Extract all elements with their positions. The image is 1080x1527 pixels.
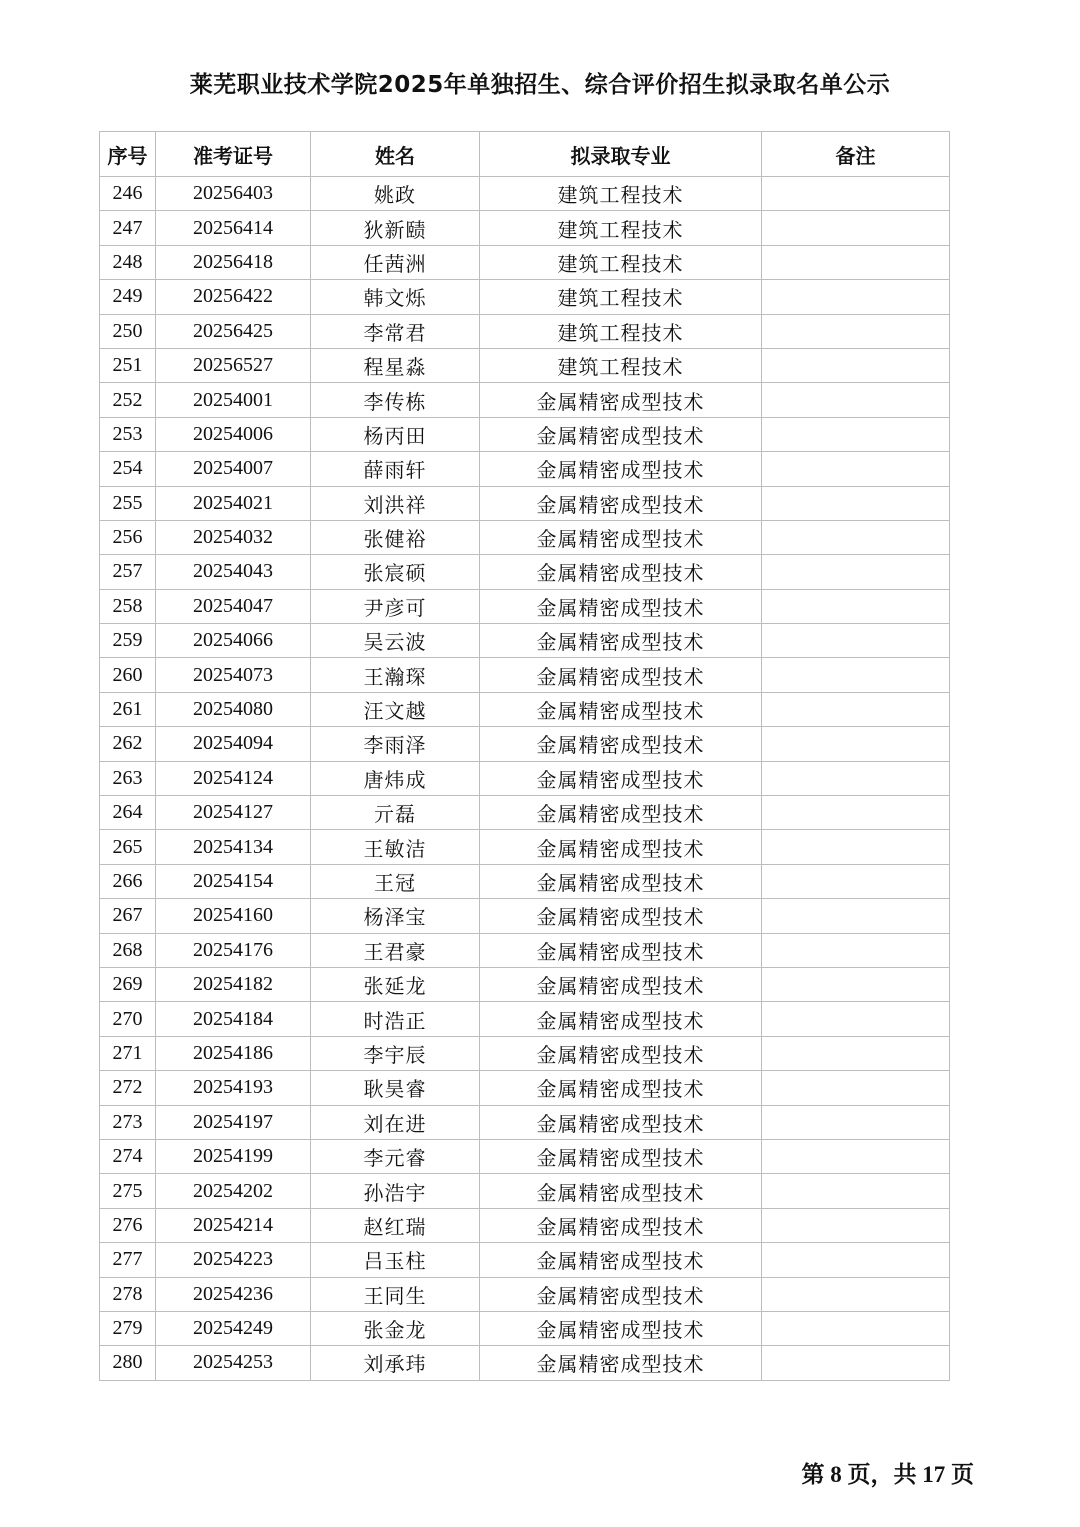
cell-seq: 268 <box>100 933 156 967</box>
cell-seq: 246 <box>100 177 156 211</box>
cell-exam-id: 20254021 <box>156 486 311 520</box>
table-row <box>100 1277 950 1311</box>
cell-seq: 278 <box>100 1277 156 1311</box>
cell-seq: 279 <box>100 1311 156 1345</box>
cell-name: 尹彦可 <box>311 589 480 623</box>
table-row <box>100 177 950 211</box>
cell-name: 赵红瑞 <box>311 1208 480 1242</box>
table-row <box>100 796 950 830</box>
table-row <box>100 1346 950 1380</box>
cell-seq: 261 <box>100 692 156 726</box>
cell-major: 建筑工程技术 <box>480 245 762 279</box>
cell-name: 王君豪 <box>311 933 480 967</box>
table-row <box>100 520 950 554</box>
table-row <box>100 1174 950 1208</box>
cell-remark <box>762 1105 950 1139</box>
cell-remark <box>762 555 950 589</box>
cell-seq: 256 <box>100 520 156 554</box>
cell-exam-id: 20254154 <box>156 864 311 898</box>
cell-name: 汪文越 <box>311 692 480 726</box>
cell-seq: 275 <box>100 1174 156 1208</box>
cell-seq: 252 <box>100 383 156 417</box>
cell-exam-id: 20254006 <box>156 417 311 451</box>
cell-remark <box>762 486 950 520</box>
cell-major: 金属精密成型技术 <box>480 658 762 692</box>
cell-seq: 276 <box>100 1208 156 1242</box>
cell-seq: 258 <box>100 589 156 623</box>
cell-name: 任茜洲 <box>311 245 480 279</box>
table-header-row <box>100 132 950 177</box>
cell-major: 金属精密成型技术 <box>480 520 762 554</box>
table-row <box>100 1311 950 1345</box>
cell-remark <box>762 1139 950 1173</box>
cell-major: 金属精密成型技术 <box>480 1036 762 1070</box>
cell-name: 刘洪祥 <box>311 486 480 520</box>
cell-remark <box>762 1311 950 1345</box>
cell-exam-id: 20254001 <box>156 383 311 417</box>
table-row <box>100 245 950 279</box>
cell-name: 张金龙 <box>311 1311 480 1345</box>
cell-seq: 266 <box>100 864 156 898</box>
cell-name: 耿昊睿 <box>311 1071 480 1105</box>
cell-name: 姚政 <box>311 177 480 211</box>
cell-major: 金属精密成型技术 <box>480 1346 762 1380</box>
cell-name: 唐炜成 <box>311 761 480 795</box>
cell-remark <box>762 589 950 623</box>
header-remark: 备注 <box>762 132 950 177</box>
cell-seq: 262 <box>100 727 156 761</box>
cell-exam-id: 20254176 <box>156 933 311 967</box>
cell-seq: 248 <box>100 245 156 279</box>
cell-remark <box>762 280 950 314</box>
cell-name: 杨丙田 <box>311 417 480 451</box>
cell-name: 张宸硕 <box>311 555 480 589</box>
cell-name: 时浩正 <box>311 1002 480 1036</box>
cell-exam-id: 20254080 <box>156 692 311 726</box>
cell-name: 杨泽宝 <box>311 899 480 933</box>
cell-major: 建筑工程技术 <box>480 177 762 211</box>
cell-name: 王同生 <box>311 1277 480 1311</box>
cell-exam-id: 20256418 <box>156 245 311 279</box>
cell-major: 建筑工程技术 <box>480 314 762 348</box>
cell-seq: 251 <box>100 348 156 382</box>
cell-seq: 254 <box>100 452 156 486</box>
cell-seq: 250 <box>100 314 156 348</box>
cell-name: 张延龙 <box>311 967 480 1001</box>
cell-seq: 277 <box>100 1243 156 1277</box>
cell-exam-id: 20256403 <box>156 177 311 211</box>
cell-seq: 260 <box>100 658 156 692</box>
cell-seq: 272 <box>100 1071 156 1105</box>
cell-major: 金属精密成型技术 <box>480 1002 762 1036</box>
cell-major: 金属精密成型技术 <box>480 1277 762 1311</box>
cell-seq: 255 <box>100 486 156 520</box>
table-row <box>100 830 950 864</box>
cell-exam-id: 20254124 <box>156 761 311 795</box>
cell-seq: 271 <box>100 1036 156 1070</box>
cell-exam-id: 20254182 <box>156 967 311 1001</box>
cell-major: 建筑工程技术 <box>480 348 762 382</box>
cell-remark <box>762 967 950 1001</box>
table-row <box>100 899 950 933</box>
table-row <box>100 727 950 761</box>
table-row <box>100 1002 950 1036</box>
cell-name: 程星淼 <box>311 348 480 382</box>
table-row <box>100 383 950 417</box>
cell-major: 金属精密成型技术 <box>480 1139 762 1173</box>
cell-major: 金属精密成型技术 <box>480 417 762 451</box>
cell-name: 李宇辰 <box>311 1036 480 1070</box>
cell-remark <box>762 1071 950 1105</box>
cell-major: 金属精密成型技术 <box>480 1208 762 1242</box>
cell-major: 金属精密成型技术 <box>480 1311 762 1345</box>
cell-remark <box>762 1036 950 1070</box>
cell-seq: 253 <box>100 417 156 451</box>
cell-remark <box>762 830 950 864</box>
cell-name: 王冠 <box>311 864 480 898</box>
cell-remark <box>762 658 950 692</box>
page-number: 第 8 页，共 17 页 <box>801 1462 974 1487</box>
header-seq: 序号 <box>100 132 156 177</box>
table-row <box>100 864 950 898</box>
cell-major: 金属精密成型技术 <box>480 864 762 898</box>
cell-major: 金属精密成型技术 <box>480 1243 762 1277</box>
cell-major: 金属精密成型技术 <box>480 692 762 726</box>
cell-remark <box>762 761 950 795</box>
cell-seq: 257 <box>100 555 156 589</box>
cell-name: 李常君 <box>311 314 480 348</box>
cell-seq: 247 <box>100 211 156 245</box>
cell-major: 金属精密成型技术 <box>480 589 762 623</box>
cell-remark <box>762 933 950 967</box>
cell-seq: 259 <box>100 624 156 658</box>
cell-major: 金属精密成型技术 <box>480 796 762 830</box>
header-name: 姓名 <box>311 132 480 177</box>
cell-remark <box>762 1174 950 1208</box>
table-row <box>100 280 950 314</box>
cell-exam-id: 20254073 <box>156 658 311 692</box>
table-row <box>100 348 950 382</box>
cell-exam-id: 20254199 <box>156 1139 311 1173</box>
cell-major: 金属精密成型技术 <box>480 967 762 1001</box>
cell-remark <box>762 1002 950 1036</box>
table-row <box>100 1071 950 1105</box>
table-row <box>100 417 950 451</box>
cell-exam-id: 20254134 <box>156 830 311 864</box>
cell-major: 金属精密成型技术 <box>480 727 762 761</box>
cell-remark <box>762 348 950 382</box>
cell-major: 金属精密成型技术 <box>480 1174 762 1208</box>
cell-exam-id: 20254223 <box>156 1243 311 1277</box>
cell-remark <box>762 245 950 279</box>
cell-major: 金属精密成型技术 <box>480 830 762 864</box>
cell-exam-id: 20254007 <box>156 452 311 486</box>
cell-major: 金属精密成型技术 <box>480 1105 762 1139</box>
cell-exam-id: 20254214 <box>156 1208 311 1242</box>
table-row <box>100 624 950 658</box>
cell-exam-id: 20256414 <box>156 211 311 245</box>
cell-remark <box>762 692 950 726</box>
cell-exam-id: 20254197 <box>156 1105 311 1139</box>
table-row <box>100 1139 950 1173</box>
cell-seq: 263 <box>100 761 156 795</box>
table-row <box>100 589 950 623</box>
cell-seq: 269 <box>100 967 156 1001</box>
table-row <box>100 314 950 348</box>
cell-remark <box>762 383 950 417</box>
table-row <box>100 1208 950 1242</box>
cell-exam-id: 20254202 <box>156 1174 311 1208</box>
cell-remark <box>762 727 950 761</box>
table-row <box>100 211 950 245</box>
cell-seq: 270 <box>100 1002 156 1036</box>
table-row <box>100 761 950 795</box>
cell-remark <box>762 1243 950 1277</box>
admission-table <box>99 131 950 1381</box>
cell-seq: 264 <box>100 796 156 830</box>
table-row <box>100 1105 950 1139</box>
table-row <box>100 1036 950 1070</box>
cell-name: 李雨泽 <box>311 727 480 761</box>
cell-remark <box>762 314 950 348</box>
cell-remark <box>762 452 950 486</box>
cell-major: 金属精密成型技术 <box>480 486 762 520</box>
cell-name: 孙浩宇 <box>311 1174 480 1208</box>
cell-name: 薛雨轩 <box>311 452 480 486</box>
cell-name: 刘在进 <box>311 1105 480 1139</box>
cell-major: 金属精密成型技术 <box>480 452 762 486</box>
cell-exam-id: 20254032 <box>156 520 311 554</box>
cell-exam-id: 20254160 <box>156 899 311 933</box>
cell-major: 金属精密成型技术 <box>480 761 762 795</box>
cell-major: 金属精密成型技术 <box>480 624 762 658</box>
cell-seq: 280 <box>100 1346 156 1380</box>
cell-exam-id: 20256425 <box>156 314 311 348</box>
table-row <box>100 658 950 692</box>
cell-seq: 249 <box>100 280 156 314</box>
table-row <box>100 967 950 1001</box>
cell-name: 李元睿 <box>311 1139 480 1173</box>
cell-exam-id: 20256422 <box>156 280 311 314</box>
table-row <box>100 1243 950 1277</box>
header-major: 拟录取专业 <box>480 132 762 177</box>
cell-remark <box>762 177 950 211</box>
cell-exam-id: 20254236 <box>156 1277 311 1311</box>
table-row <box>100 452 950 486</box>
cell-major: 建筑工程技术 <box>480 280 762 314</box>
table-row <box>100 486 950 520</box>
cell-remark <box>762 1277 950 1311</box>
cell-remark <box>762 864 950 898</box>
cell-major: 金属精密成型技术 <box>480 383 762 417</box>
cell-name: 张健裕 <box>311 520 480 554</box>
cell-remark <box>762 796 950 830</box>
cell-name: 王瀚琛 <box>311 658 480 692</box>
table-row <box>100 555 950 589</box>
cell-exam-id: 20254047 <box>156 589 311 623</box>
cell-major: 金属精密成型技术 <box>480 933 762 967</box>
cell-name: 李传栋 <box>311 383 480 417</box>
cell-remark <box>762 899 950 933</box>
cell-seq: 265 <box>100 830 156 864</box>
cell-remark <box>762 520 950 554</box>
cell-exam-id: 20254253 <box>156 1346 311 1380</box>
cell-exam-id: 20254249 <box>156 1311 311 1345</box>
cell-seq: 273 <box>100 1105 156 1139</box>
cell-exam-id: 20256527 <box>156 348 311 382</box>
page-title: 莱芜职业技术学院2025年单独招生、综合评价招生拟录取名单公示 <box>189 72 891 98</box>
cell-name: 王敏洁 <box>311 830 480 864</box>
cell-name: 狄新赜 <box>311 211 480 245</box>
cell-remark <box>762 624 950 658</box>
cell-remark <box>762 1346 950 1380</box>
cell-exam-id: 20254184 <box>156 1002 311 1036</box>
cell-exam-id: 20254066 <box>156 624 311 658</box>
cell-name: 韩文烁 <box>311 280 480 314</box>
table-row <box>100 692 950 726</box>
cell-seq: 274 <box>100 1139 156 1173</box>
cell-major: 建筑工程技术 <box>480 211 762 245</box>
cell-seq: 267 <box>100 899 156 933</box>
cell-exam-id: 20254193 <box>156 1071 311 1105</box>
cell-name: 刘承玮 <box>311 1346 480 1380</box>
table-body <box>100 177 950 1381</box>
cell-remark <box>762 1208 950 1242</box>
cell-exam-id: 20254186 <box>156 1036 311 1070</box>
cell-remark <box>762 417 950 451</box>
cell-major: 金属精密成型技术 <box>480 899 762 933</box>
cell-name: 吕玉柱 <box>311 1243 480 1277</box>
cell-major: 金属精密成型技术 <box>480 555 762 589</box>
cell-exam-id: 20254127 <box>156 796 311 830</box>
header-exam-id: 准考证号 <box>156 132 311 177</box>
cell-name: 吴云波 <box>311 624 480 658</box>
cell-exam-id: 20254043 <box>156 555 311 589</box>
cell-exam-id: 20254094 <box>156 727 311 761</box>
cell-name: 亓磊 <box>311 796 480 830</box>
cell-remark <box>762 211 950 245</box>
cell-major: 金属精密成型技术 <box>480 1071 762 1105</box>
table-row <box>100 933 950 967</box>
